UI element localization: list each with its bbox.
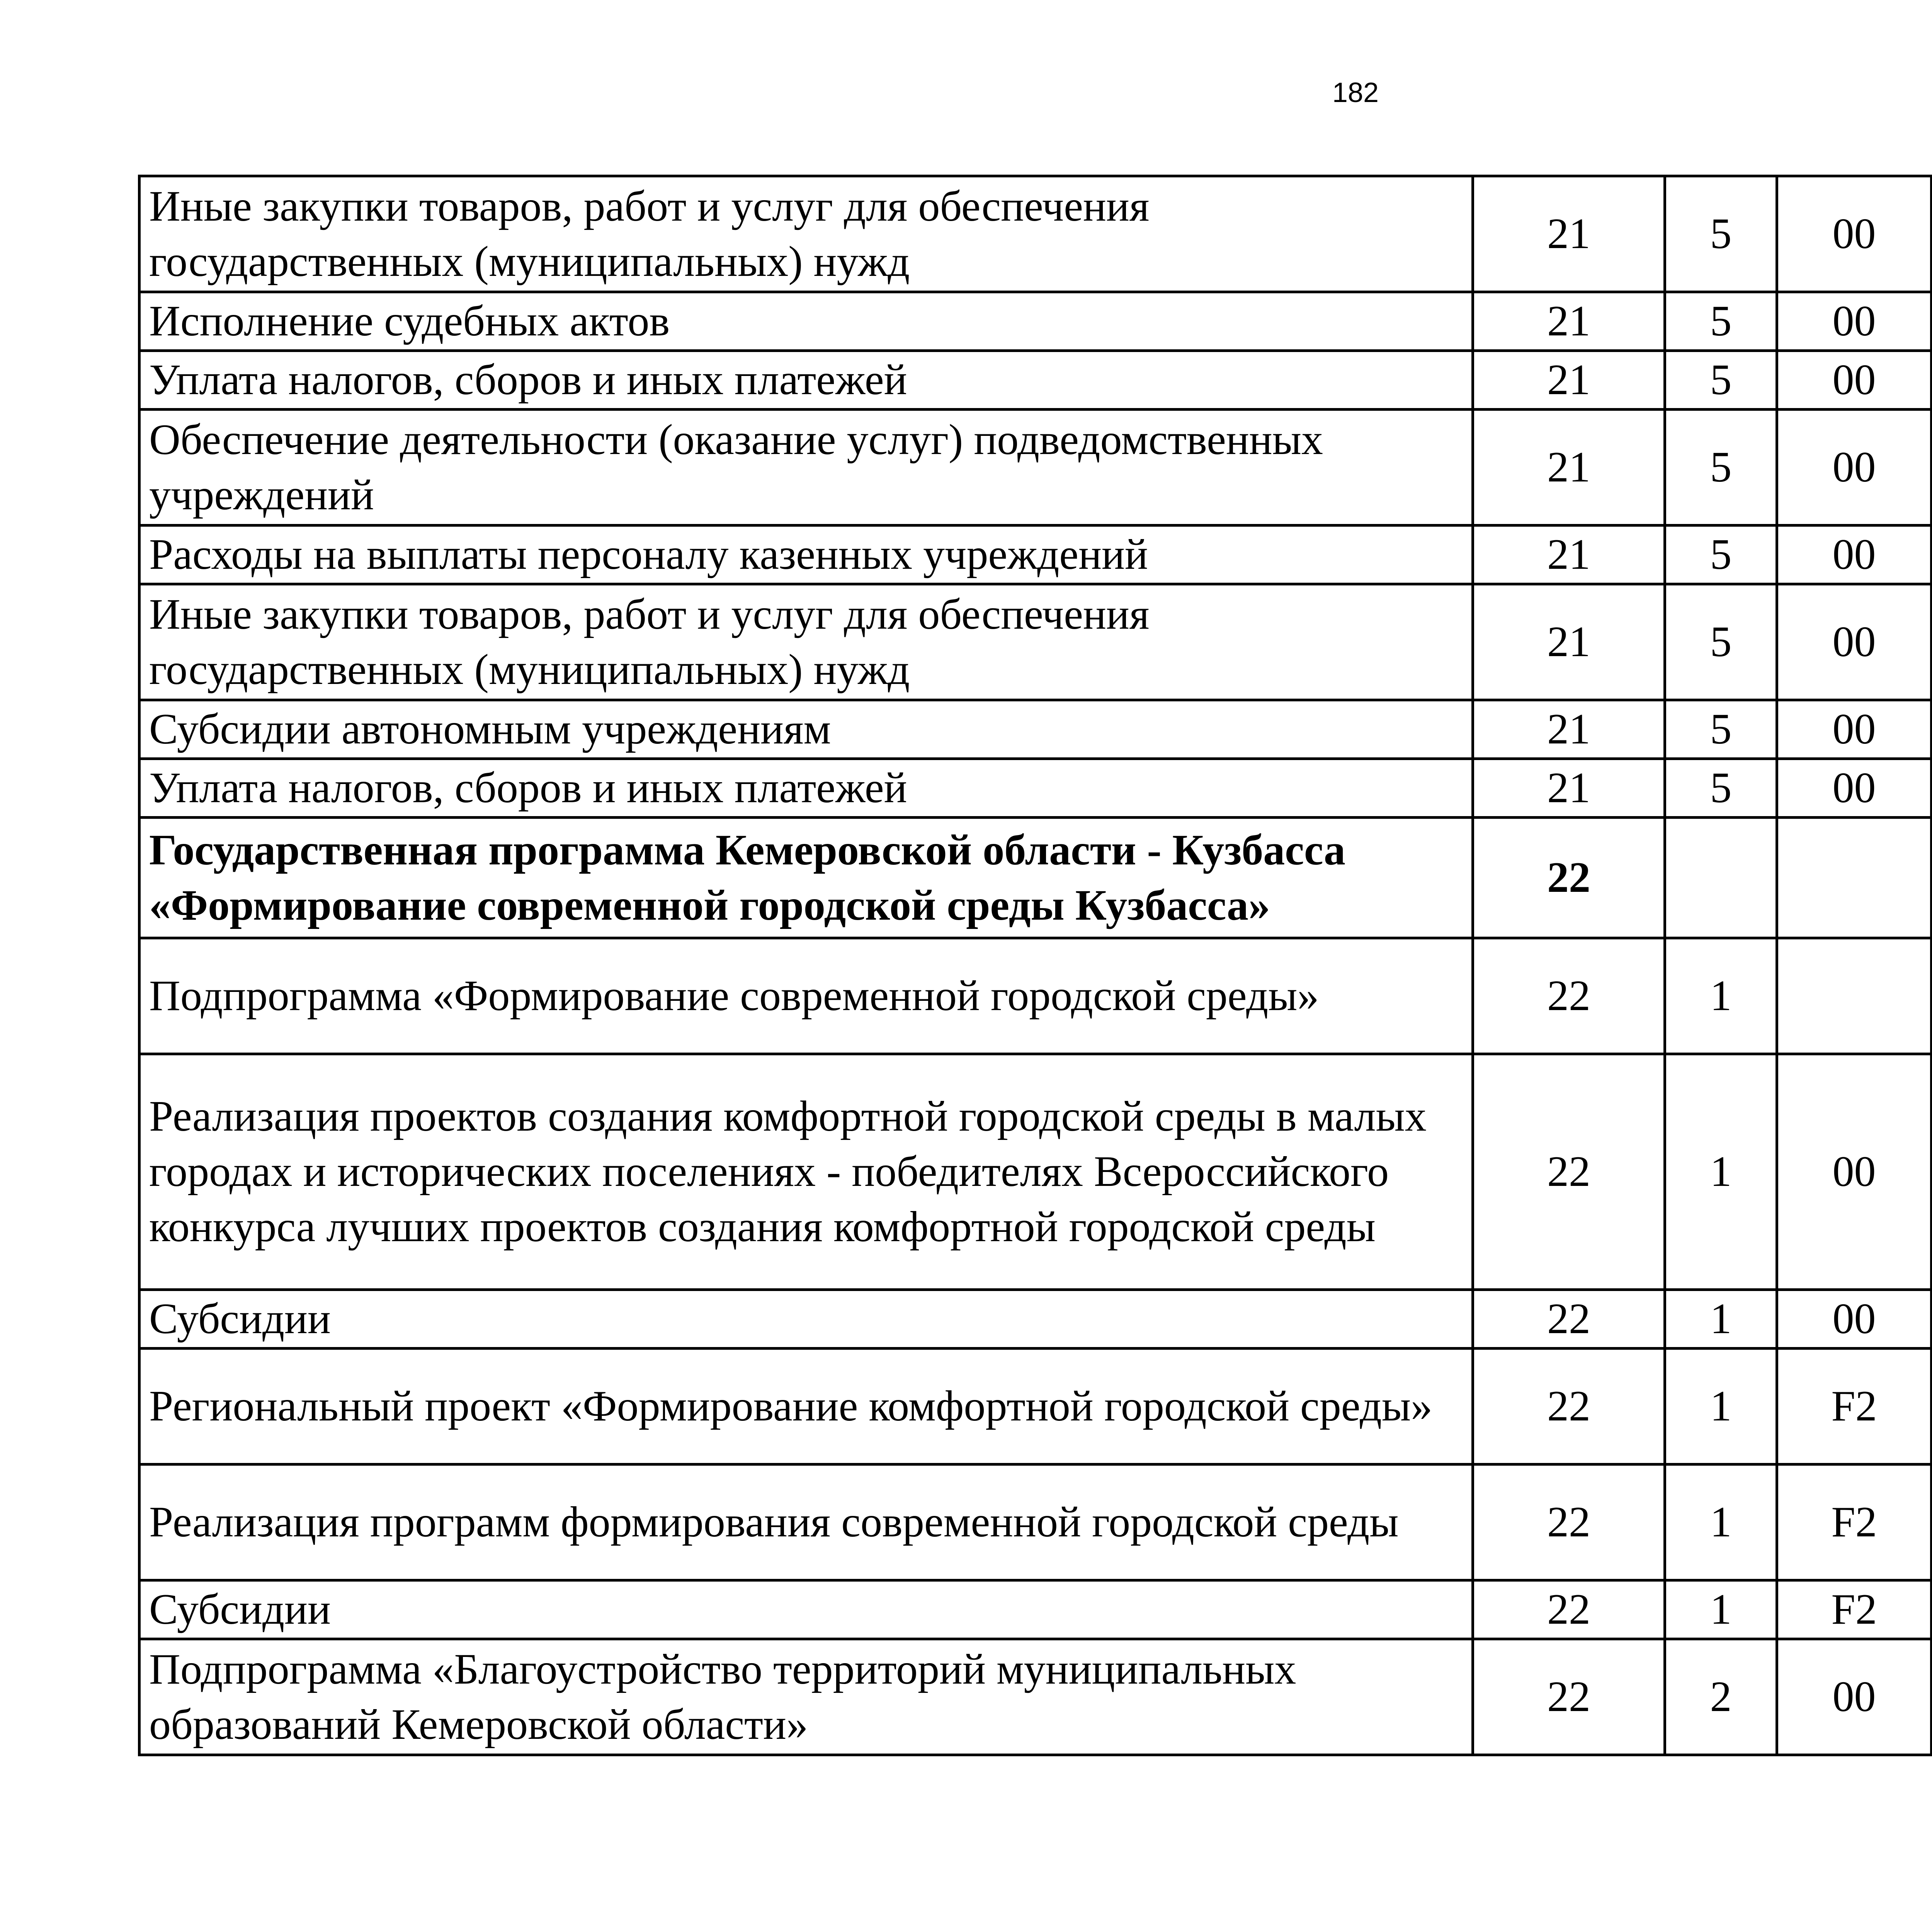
row-name: Расходы на выплаты персоналу казенных учреждений (139, 526, 1473, 584)
row-direction: 00 (1777, 700, 1932, 759)
row-subprogram: 5 (1665, 526, 1777, 584)
row-program: 21 (1473, 410, 1665, 526)
row-subprogram: 5 (1665, 292, 1777, 351)
row-direction: 00 (1777, 1054, 1932, 1290)
row-program: 22 (1473, 938, 1665, 1054)
row-name: Государственная программа Кемеровской области - Кузбасса «Формирование современной городской среды Кузбасса» (139, 818, 1473, 938)
row-program: 21 (1473, 292, 1665, 351)
table-row-program-total (139, 818, 1932, 938)
row-subprogram: 1 (1665, 938, 1777, 1054)
row-direction: 00 (1777, 526, 1932, 584)
page-number: 182 (1332, 77, 1379, 108)
row-name: Уплата налогов, сборов и иных платежей (139, 759, 1473, 818)
row-program: 22 (1473, 1580, 1665, 1639)
row-subprogram (1665, 818, 1777, 938)
row-direction: 00 (1777, 759, 1932, 818)
row-subprogram: 5 (1665, 351, 1777, 410)
row-program: 22 (1473, 1054, 1665, 1290)
row-subprogram: 5 (1665, 176, 1777, 292)
row-name: Субсидии автономным учреждениям (139, 700, 1473, 759)
row-program: 22 (1473, 818, 1665, 938)
row-name: Реализация проектов создания комфортной городской среды в малых городах и исторических поселениях - победителях Всероссийского конкурса лучших проектов создания комфортной городской среды (139, 1054, 1473, 1290)
row-program: 21 (1473, 700, 1665, 759)
row-program: 21 (1473, 351, 1665, 410)
row-direction: 00 (1777, 410, 1932, 526)
row-subprogram: 5 (1665, 700, 1777, 759)
row-direction: F2 (1777, 1349, 1932, 1465)
table-row (139, 759, 1932, 818)
row-subprogram: 5 (1665, 410, 1777, 526)
row-subprogram: 1 (1665, 1580, 1777, 1639)
row-program: 21 (1473, 176, 1665, 292)
row-subprogram: 5 (1665, 759, 1777, 818)
row-direction (1777, 818, 1932, 938)
row-program: 22 (1473, 1349, 1665, 1465)
row-name: Иные закупки товаров, работ и услуг для обеспечения государственных (муниципальных) нужд (139, 584, 1473, 700)
table-row (139, 292, 1932, 351)
row-name: Иные закупки товаров, работ и услуг для обеспечения государственных (муниципальных) нужд (139, 176, 1473, 292)
row-name: Обеспечение деятельности (оказание услуг) подведомственных учреждений (139, 410, 1473, 526)
row-program: 22 (1473, 1290, 1665, 1349)
row-program: 21 (1473, 526, 1665, 584)
row-direction: 00 (1777, 351, 1932, 410)
row-name: Субсидии (139, 1580, 1473, 1639)
table-row (139, 1054, 1932, 1290)
row-direction: 00 (1777, 1290, 1932, 1349)
row-name: Реализация программ формирования современной городской среды (139, 1465, 1473, 1580)
row-direction: 00 (1777, 1639, 1932, 1755)
row-name: Подпрограмма «Благоустройство территорий муниципальных образований Кемеровской области» (139, 1639, 1473, 1755)
table-row (139, 410, 1932, 526)
row-program: 21 (1473, 759, 1665, 818)
table-row (139, 1639, 1932, 1755)
row-subprogram: 1 (1665, 1290, 1777, 1349)
row-name: Субсидии (139, 1290, 1473, 1349)
row-subprogram: 1 (1665, 1054, 1777, 1290)
table-row (139, 351, 1932, 410)
row-program: 22 (1473, 1639, 1665, 1755)
row-program: 22 (1473, 1465, 1665, 1580)
budget-table (138, 175, 1932, 1756)
table-row (139, 1290, 1932, 1349)
row-name: Подпрограмма «Формирование современной городской среды» (139, 938, 1473, 1054)
row-subprogram: 5 (1665, 584, 1777, 700)
row-direction: 00 (1777, 292, 1932, 351)
table-row (139, 526, 1932, 584)
table-row (139, 1580, 1932, 1639)
row-name: Исполнение судебных актов (139, 292, 1473, 351)
row-program: 21 (1473, 584, 1665, 700)
row-direction: F2 (1777, 1465, 1932, 1580)
row-subprogram: 2 (1665, 1639, 1777, 1755)
table-row (139, 584, 1932, 700)
row-subprogram: 1 (1665, 1465, 1777, 1580)
row-direction (1777, 938, 1932, 1054)
row-subprogram: 1 (1665, 1349, 1777, 1465)
row-direction: F2 (1777, 1580, 1932, 1639)
row-direction: 00 (1777, 176, 1932, 292)
table-row (139, 700, 1932, 759)
table-row (139, 176, 1932, 292)
row-direction: 00 (1777, 584, 1932, 700)
row-name: Уплата налогов, сборов и иных платежей (139, 351, 1473, 410)
table-row (139, 938, 1932, 1054)
row-name: Региональный проект «Формирование комфортной городской среды» (139, 1349, 1473, 1465)
table-row (139, 1349, 1932, 1465)
table-row (139, 1465, 1932, 1580)
